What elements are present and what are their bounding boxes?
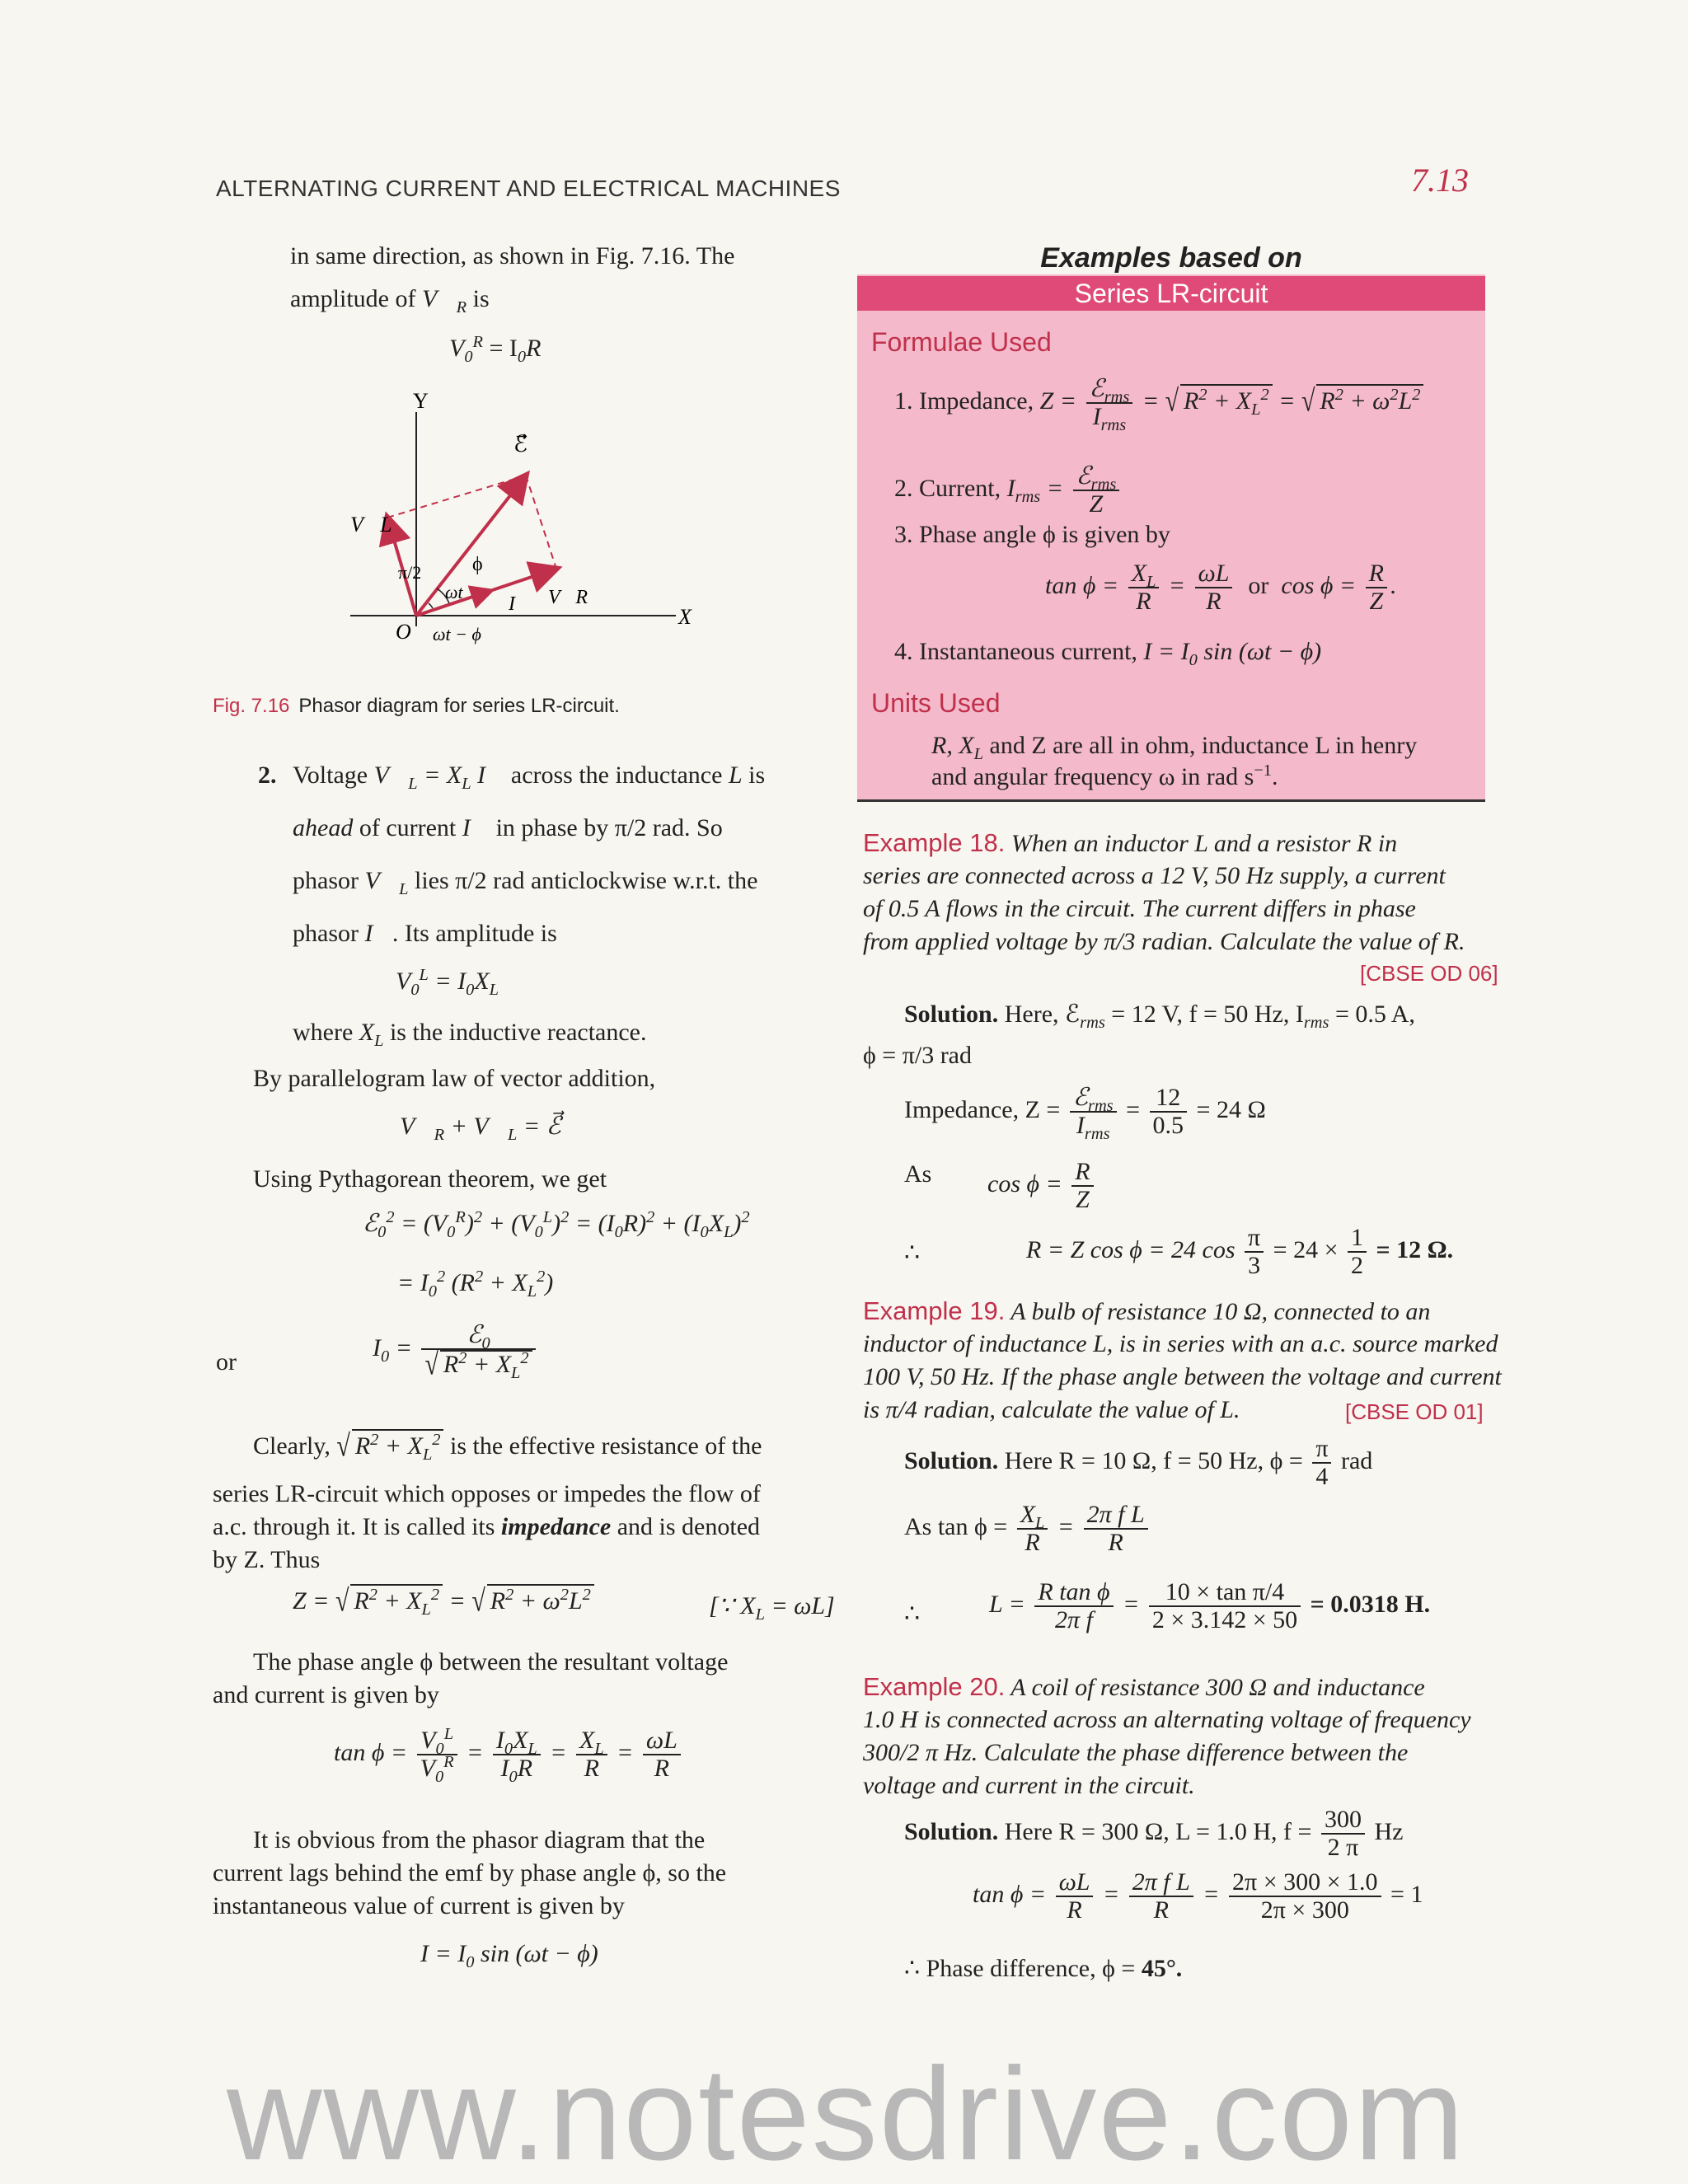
- example-20-line: voltage and current in the circuit.: [863, 1772, 1195, 1799]
- text-line: a.c. through it. It is called its impedance and is denoted: [213, 1513, 761, 1540]
- units-heading: Units Used: [871, 688, 1001, 718]
- solution-impedance: Impedance, Z = $\frac{ℰ_{rms}}{I_{rms}}$ = $\frac{12}{0.5}$ = 24 Ω: [904, 1084, 1266, 1143]
- text-line: and current is given by: [213, 1681, 439, 1708]
- equation-i0: $I_0$ = $\frac{ℰ_0}{√ R^2 + X_L^2}$: [373, 1322, 539, 1378]
- formula-1: 1. Impedance, Z = $\frac{ℰ_{rms}}{I_{rms}}$ = √ $R^2 + X_L^2$ = √ $R^2 + \omega^2L^2$: [894, 376, 1423, 430]
- solution-line: ϕ = π/3 rad: [863, 1042, 972, 1069]
- text-line: It is obvious from the phasor diagram that the: [253, 1826, 706, 1854]
- text-line: in same direction, as shown in Fig. 7.16. The: [290, 242, 735, 269]
- formulae-heading: Formulae Used: [871, 327, 1052, 357]
- example-19-line: 100 V, 50 Hz. If the phase angle between the voltage and current: [863, 1363, 1502, 1390]
- running-head: ALTERNATING CURRENT AND ELECTRICAL MACHINES: [216, 176, 841, 201]
- formula-4: 4. Instantaneous current, $I = I_0$ sin (ωt − ϕ): [894, 638, 1322, 669]
- solution-result: ∴ Phase difference, ϕ = 45°.: [904, 1955, 1183, 1982]
- emf-label: ℰ⃗: [513, 432, 528, 457]
- text-line: phasor I⃗. Its amplitude is: [293, 920, 557, 947]
- example-19-line: Example 19. A bulb of resistance 10 Ω, connected to an: [863, 1296, 1431, 1325]
- text-line: Using Pythagorean theorem, we get: [253, 1165, 607, 1193]
- angle-label-wt: ωt: [445, 582, 463, 602]
- citation: [CBSE OD 01]: [1345, 1399, 1484, 1424]
- axis-label-y: Y: [413, 389, 429, 413]
- text-line: series LR-circuit which opposes or impedes the flow of: [213, 1480, 761, 1507]
- solution-cos: cos ϕ = $\frac{R}{Z}$: [987, 1159, 1097, 1213]
- equation-tan-phi: tan ϕ = $\frac{V_0^L}{V_0^R}$ = $\frac{I_0X_L}{I_0R}$ = $\frac{X_L}{R}$ = $\frac{\omega L}{R}$: [334, 1727, 684, 1782]
- text-line: Clearly, √ $R^2 + X_L^2$ is the effective resistance of the: [253, 1428, 762, 1464]
- solution-as: As: [904, 1160, 932, 1188]
- equation-pythag-2: = $I_0^2$ $(R^2 + X_L^2)$: [397, 1268, 554, 1301]
- page-number: 7.13: [1411, 162, 1469, 199]
- formula-3: 3. Phase angle ϕ is given by: [894, 521, 1170, 548]
- text-line: by Z. Thus: [213, 1546, 321, 1573]
- angle-label-pi2: π/2: [398, 562, 422, 583]
- item-number: 2.: [258, 762, 277, 789]
- therefore: ∴: [904, 1240, 921, 1267]
- units-line: and angular frequency ω in rad $s^{-1}$.: [931, 762, 1278, 790]
- solution-l: L = $\frac{\text{R tan ϕ}}{\text{2π f}}$ = $\frac{\text{10 × tan π/4}}{2 \times 3.142 \times 50}$ = 0.0318 H.: [989, 1578, 1431, 1633]
- figure-caption: Fig. 7.16 Phasor diagram for series LR-circuit.: [213, 695, 620, 717]
- angle-label-phi: ϕ: [472, 554, 483, 575]
- equation-vl: $V_0^L = I_0X_L$: [396, 966, 499, 999]
- dashed-line: [387, 476, 526, 518]
- equation-instantaneous: $I = I_0$ sin (ωt − ϕ): [420, 1940, 598, 1971]
- text-line: By parallelogram law of vector addition,: [253, 1065, 656, 1092]
- text-line: current lags behind the emf by phase angle ϕ, so the: [213, 1859, 727, 1886]
- solution-line: Solution. Here R = 10 Ω, f = 50 Hz, ϕ = $\frac{\pi}{4}$ rad: [904, 1435, 1373, 1490]
- text-line: ahead of current I⃗ in phase by π/2 rad. So: [293, 814, 723, 841]
- dashed-line: [526, 476, 556, 569]
- example-18-line: Example 18. When an inductor L and a resistor R in: [863, 828, 1398, 857]
- example-18-line: from applied voltage by π/3 radian. Calculate the value of R.: [863, 928, 1465, 955]
- text-line: phasor $V⃗_L$ lies π/2 rad anticlockwise w.r.t. the: [293, 867, 758, 898]
- formula-2: 2. Current, $I_{rms}$ = $\frac{ℰ_{rms}}{Z}$: [894, 463, 1123, 518]
- i-label: I⃗: [509, 593, 531, 615]
- vr-label: V⃗R: [548, 587, 588, 608]
- units-line: R, $X_L$ and Z are all in ohm, inductance L in henry: [931, 732, 1418, 763]
- example-19-line: is π/4 radian, calculate the value of L.: [863, 1396, 1240, 1423]
- example-20-line: 1.0 H is connected across an alternating voltage of frequency: [863, 1706, 1471, 1733]
- therefore: ∴: [904, 1601, 921, 1628]
- box-title: Examples based on: [1040, 242, 1302, 274]
- angle-arc: [429, 603, 433, 608]
- text-line: instantaneous value of current is given by: [213, 1892, 625, 1919]
- equation-pythag-1: ℰ$_0^2$ = $(V_0^R)^2 + (V_0^L)^2 = (I_0R)^2 + (I_0X_L)^2$: [363, 1208, 750, 1241]
- equation-vector-sum: $V⃗_R$ + $V⃗_L$ = ℰ⃗: [400, 1113, 561, 1144]
- equation-vr: $V_0^R = I_0R$: [449, 333, 542, 366]
- example-18-line: of 0.5 A flows in the circuit. The current differs in phase: [863, 895, 1416, 922]
- solution-tan: As tan ϕ = $\frac{X_L}{R}$ = $\frac{\text{2π f L}}{R}$: [904, 1502, 1151, 1556]
- vl-label: V⃗L: [350, 513, 392, 537]
- watermark: www.notesdrive.com: [227, 2040, 1466, 2184]
- phasor-diagram: [326, 387, 721, 659]
- text-line: amplitude of $V⃗_R$ is: [290, 285, 490, 316]
- text-line: where $X_L$ is the inductive reactance.: [293, 1019, 647, 1050]
- solution-tan: tan ϕ = $\frac{\omega L}{R}$ = $\frac{\text{2π f L}}{R}$ = $\frac{2\pi \times 300 \times 1.0}{2\pi \times 300}$ = 1: [973, 1868, 1423, 1924]
- axis-label-x: X: [678, 605, 692, 629]
- origin-label: O: [396, 620, 411, 644]
- solution-line: Solution. Here, ℰ$_{rms}$ = 12 V, f = 50 Hz, $I_{rms} = 0.5$ A,: [904, 1001, 1415, 1032]
- solution-line: Solution. Here R = 300 Ω, L = 1.0 H, f = $\frac{300}{2 \pi}$ Hz: [904, 1806, 1404, 1861]
- example-19-line: inductor of inductance L, is in series with an a.c. source marked: [863, 1330, 1498, 1357]
- angle-label-wt-phi: ωt − ϕ: [433, 624, 481, 644]
- formula-3-eq: tan ϕ = $\frac{X_L}{R}$ = $\frac{\omega L}{R}$ or cos ϕ = $\frac{R}{Z}$ .: [1045, 560, 1397, 615]
- citation: [CBSE OD 06]: [1360, 961, 1498, 986]
- equation-impedance: Z = √ $R^2 + X_L^2$ = √ $R^2 + \omega^2L^2$: [293, 1584, 594, 1617]
- text-or: or: [216, 1348, 237, 1376]
- solution-r: R = Z cos ϕ = 24 cos $\frac{\pi}{3}$ = 24 × $\frac{1}{2}$ = 12 Ω.: [1026, 1224, 1454, 1279]
- equation-note: [∵ $X_L = \omega L$]: [709, 1592, 835, 1624]
- example-20-line: Example 20. A coil of resistance 300 Ω and inductance: [863, 1672, 1425, 1701]
- text-line: Voltage $V⃗_L = X_L$ I⃗ across the inductance L is: [293, 762, 766, 793]
- example-20-line: 300/2 π Hz. Calculate the phase difference between the: [863, 1739, 1409, 1766]
- box-band: Series LR-circuit: [857, 276, 1485, 311]
- text-line: The phase angle ϕ between the resultant voltage: [253, 1648, 729, 1675]
- example-18-line: series are connected across a 12 V, 50 Hz supply, a current: [863, 862, 1446, 889]
